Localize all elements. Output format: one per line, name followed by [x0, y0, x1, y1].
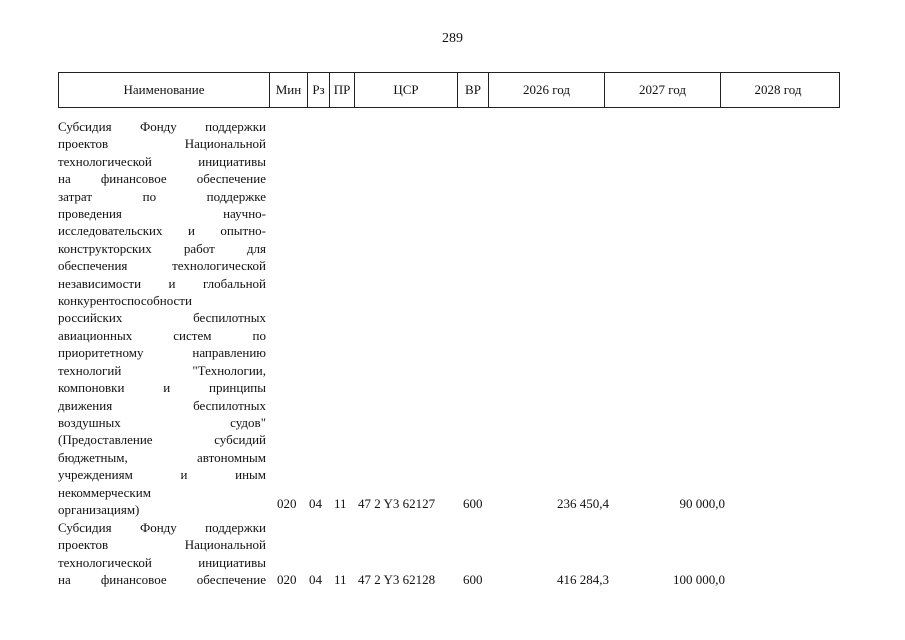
cell-pr: 11 [334, 572, 347, 587]
row-name-line: технологической инициативы [58, 153, 266, 169]
header-csr: ЦСР [355, 73, 458, 107]
cell-min: 020 [277, 572, 297, 587]
row-name-line: на финансовое обеспечение [58, 572, 266, 588]
row-name-line: Субсидия Фонду поддержки [58, 119, 266, 134]
header-2028: 2028 год [754, 82, 802, 97]
row-name-line: проведения научно- [58, 206, 266, 222]
page-number: 289 [442, 31, 463, 46]
row-name-line: движения беспилотных [58, 397, 266, 413]
cell-vr: 600 [463, 496, 483, 511]
header-rz: Рз [308, 73, 330, 107]
header-vr: ВР [458, 73, 489, 107]
row-name-line: учреждениям и иным [58, 467, 266, 483]
row-name-line: независимости и глобальной [58, 275, 266, 291]
table-header [58, 72, 840, 108]
row-name-line: организациям) [58, 501, 140, 517]
cell-2026: 236 450,4 [557, 496, 609, 511]
header-name: Наименование [59, 73, 270, 107]
table-row [58, 118, 840, 518]
header-pr: ПР [330, 73, 355, 107]
cell-csr: 47 2 Y3 62127 [358, 496, 436, 511]
cell-rz: 04 [309, 572, 322, 587]
header-2027: 2027 год [605, 73, 721, 107]
cell-2026: 416 284,3 [557, 572, 609, 587]
cell-min: 020 [277, 496, 297, 511]
header-2026: 2026 год [489, 73, 605, 107]
row-name-line: проектов Национальной [58, 136, 266, 152]
cell-vr: 600 [463, 572, 483, 587]
table-row [58, 519, 840, 591]
row-name-line: проектов Национальной [58, 537, 266, 553]
header-min: Мин [270, 73, 308, 107]
cell-2027: 100 000,0 [673, 572, 725, 587]
row-name-line: затрат по поддержке [58, 188, 266, 204]
row-name-line: воздушных судов" [58, 414, 266, 430]
cell-csr: 47 2 Y3 62128 [358, 572, 436, 587]
row-name-line: технологической инициативы [58, 554, 266, 570]
cell-2027: 90 000,0 [679, 496, 725, 511]
row-name-line: Субсидия Фонду поддержки [58, 520, 266, 535]
row-name-line: российских беспилотных [58, 310, 266, 326]
row-name-line: на финансовое обеспечение [58, 171, 266, 187]
cell-pr: 11 [334, 496, 347, 511]
row-name-line: конструкторских работ для [58, 240, 266, 256]
row-name [58, 519, 266, 589]
row-name-line: приоритетному направлению [58, 345, 266, 361]
row-name-line: (Предоставление субсидий [58, 432, 266, 448]
row-name [58, 118, 266, 518]
row-name-line: технологий "Технологии, [58, 362, 266, 378]
cell-rz: 04 [309, 496, 322, 511]
row-name-line: бюджетным, автономным [58, 449, 266, 465]
row-name-line: обеспечения технологической [58, 258, 266, 274]
row-name-line: компоновки и принципы [58, 380, 266, 396]
row-name-line: авиационных систем по [58, 327, 266, 343]
row-name-line: исследовательских и опытно- [58, 223, 266, 239]
row-name-line: конкурентоспособности [58, 293, 192, 309]
row-name-line: некоммерческим [58, 484, 151, 500]
